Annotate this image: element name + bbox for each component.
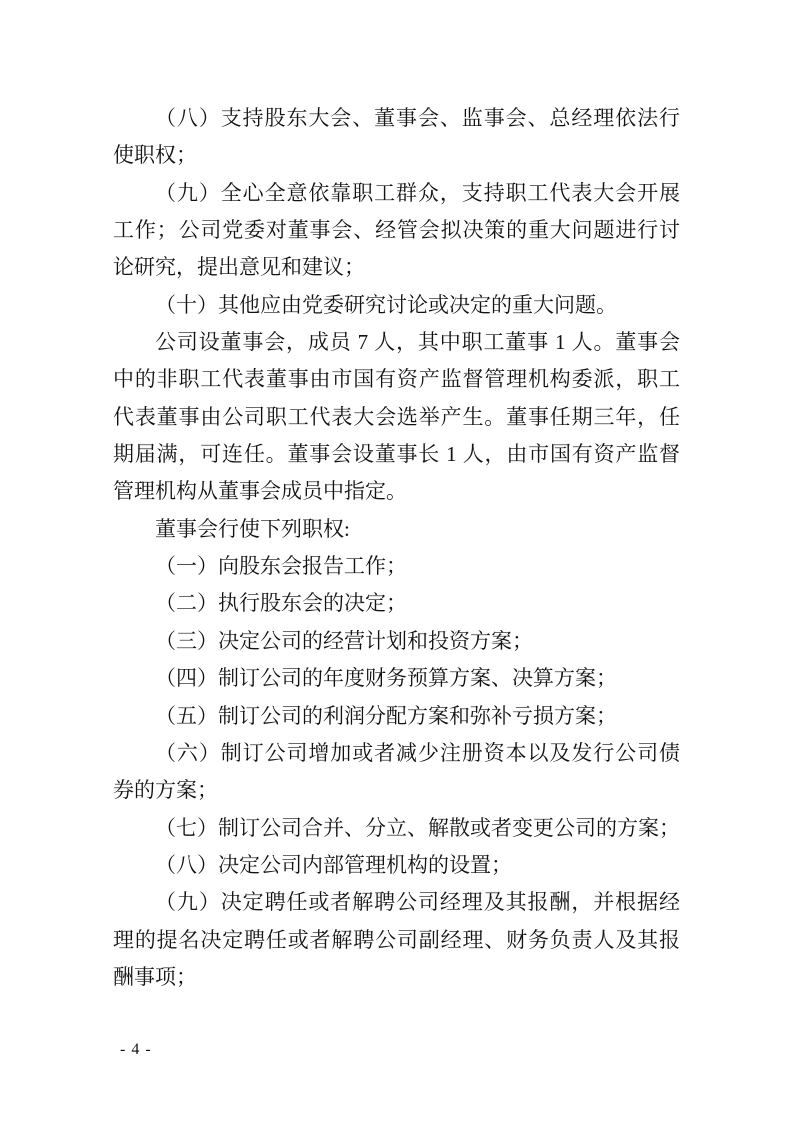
text-line: 酬事项； <box>113 964 197 989</box>
text-line: 公司设董事会，成员 7 人，其中职工董事 1 人。董事会 <box>155 330 680 355</box>
text-line: （八）决定公司内部管理机构的设置； <box>155 852 512 877</box>
text-line: （十）其他应由党委研究讨论或决定的重大问题。 <box>155 292 617 317</box>
text-line: （五）制订公司的利润分配方案和弥补亏损方案； <box>155 703 617 728</box>
text-line: （一）向股东会报告工作； <box>155 554 407 579</box>
text-line: 管理机构从董事会成员中指定。 <box>113 479 407 504</box>
text-line: 论研究，提出意见和建议； <box>113 255 365 280</box>
text-line: （三）决定公司的经营计划和投资方案； <box>155 628 533 653</box>
text-line: （二）执行股东会的决定； <box>155 591 407 616</box>
text-line: 期届满，可连任。董事会设董事长 1 人，由市国有资产监督 <box>113 442 680 467</box>
text-line: 券的方案； <box>113 778 218 803</box>
text-line: （六）制订公司增加或者减少注册资本以及发行公司债 <box>155 740 680 765</box>
page-number: - 4 - <box>120 1041 152 1058</box>
text-line: 理的提名决定聘任或者解聘公司副经理、财务负责人及其报 <box>113 927 680 952</box>
text-line: （七）制订公司合并、分立、解散或者变更公司的方案； <box>155 815 680 840</box>
text-line: 中的非职工代表董事由市国有资产监督管理机构委派，职工 <box>113 367 680 392</box>
document-body <box>113 100 680 996</box>
text-line: （九）全心全意依靠职工群众，支持职工代表大会开展 <box>155 180 680 205</box>
text-line: （九）决定聘任或者解聘公司经理及其报酬，并根据经 <box>155 890 680 915</box>
text-line: 使职权； <box>113 143 197 168</box>
text-line: （八）支持股东大会、董事会、监事会、总经理依法行 <box>155 106 680 130</box>
text-line: 工作；公司党委对董事会、经管会拟决策的重大问题进行讨 <box>113 218 680 243</box>
text-line: （四）制订公司的年度财务预算方案、决算方案； <box>155 666 617 691</box>
text-line: 董事会行使下列职权: <box>155 516 350 541</box>
text-line: 代表董事由公司职工代表大会选举产生。董事任期三年，任 <box>113 404 680 429</box>
